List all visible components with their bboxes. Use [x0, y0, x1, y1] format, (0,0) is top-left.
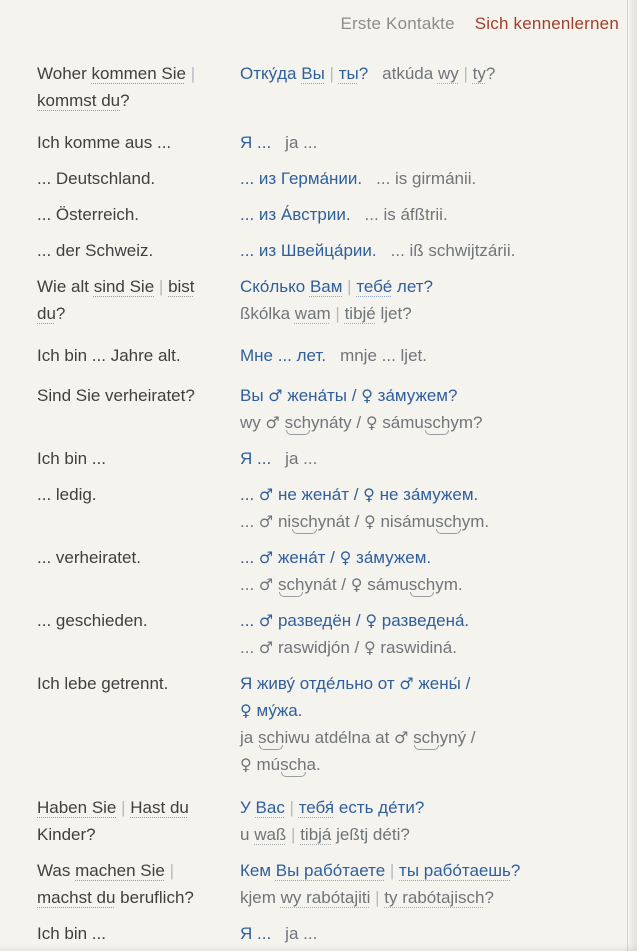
text-segment: machen Sie	[75, 861, 165, 880]
text-segment: ?	[55, 304, 66, 323]
text-segment: Вас	[255, 798, 285, 817]
female-icon: ♀	[361, 386, 373, 405]
text-line	[240, 670, 637, 697]
separator: |	[458, 64, 473, 83]
text-segment: ... is áfßtrii.	[364, 205, 448, 224]
female-icon: ♀	[363, 485, 375, 504]
phrase-row	[37, 481, 637, 535]
text-line	[240, 60, 637, 87]
text-segment: ... из Швейца́рии.	[240, 241, 377, 260]
german-phrase	[37, 201, 240, 228]
text-segment: Вы рабо́таете	[275, 861, 386, 880]
page-header	[37, 10, 637, 37]
separator: |	[158, 277, 164, 296]
text-segment: wam	[294, 304, 331, 323]
text-segment: ni	[273, 512, 292, 531]
text-line	[240, 382, 637, 409]
german-phrase	[37, 165, 240, 192]
german-phrase	[37, 920, 240, 947]
text-line	[37, 544, 240, 571]
female-icon: ♀	[365, 611, 378, 630]
text-line	[37, 884, 240, 911]
russian-phrase	[240, 920, 637, 947]
text-segment: sch	[408, 575, 436, 594]
phrase-list	[37, 60, 637, 947]
text-segment: ym?	[450, 413, 483, 432]
text-segment: за́мужем.	[351, 548, 432, 567]
text-line	[240, 634, 637, 661]
separator: |	[190, 64, 196, 83]
russian-phrase	[240, 382, 637, 436]
text-segment: ... verheiratet.	[37, 548, 141, 567]
text-line	[37, 300, 240, 327]
text-line	[240, 409, 637, 436]
text-segment: ljet?	[375, 304, 412, 323]
text-segment: machst du	[37, 888, 116, 907]
text-line	[37, 445, 240, 472]
text-segment: Кем	[240, 861, 276, 880]
text-line	[240, 273, 637, 300]
text-line	[37, 342, 240, 369]
text-segment: mnje ... ljet.	[340, 346, 427, 365]
text-segment: не за́мужем.	[374, 485, 479, 504]
german-phrase	[37, 60, 240, 114]
phrase-row	[37, 165, 637, 192]
separator: |	[284, 798, 299, 817]
male-icon: ♂	[399, 674, 414, 693]
text-segment: ...	[240, 512, 259, 531]
text-segment: не жена́т /	[273, 485, 364, 504]
german-phrase	[37, 607, 240, 661]
female-icon: ♀	[350, 575, 363, 594]
russian-phrase	[240, 544, 637, 598]
text-line	[240, 607, 637, 634]
text-segment: bist	[168, 277, 195, 296]
text-segment: Вам	[309, 277, 343, 296]
text-segment: Wie alt	[37, 277, 94, 296]
phrase-row	[37, 342, 637, 369]
text-segment: Мне ... лет.	[240, 346, 327, 365]
text-line	[240, 920, 637, 947]
phrase-row	[37, 201, 637, 228]
text-segment: Haben Sie	[37, 798, 117, 817]
russian-phrase	[240, 670, 637, 778]
text-segment: Ich bin ... Jahre alt.	[37, 346, 181, 365]
phrase-row	[37, 607, 637, 661]
text-line	[240, 857, 637, 884]
german-phrase	[37, 544, 240, 598]
russian-phrase	[240, 129, 637, 156]
female-icon: ♀	[365, 413, 378, 432]
german-phrase	[37, 445, 240, 472]
text-line	[240, 794, 637, 821]
phrase-row	[37, 445, 637, 472]
text-segment: ...	[240, 548, 259, 567]
text-segment: wy rabótajiti	[280, 888, 371, 907]
text-line	[240, 751, 637, 778]
text-segment: atkúda	[382, 64, 438, 83]
text-segment: ynát /	[304, 575, 351, 594]
russian-phrase	[240, 60, 637, 114]
text-segment: tibjé	[344, 304, 376, 323]
text-line	[37, 165, 240, 192]
text-segment: ... из Герма́нии.	[240, 169, 363, 188]
text-segment: есть де́ти?	[334, 798, 425, 817]
separator: |	[324, 64, 339, 83]
text-segment: ты рабо́таешь	[399, 861, 511, 880]
text-segment: Ich bin ...	[37, 449, 106, 468]
female-icon: ♀	[339, 548, 352, 567]
russian-phrase	[240, 201, 637, 228]
german-phrase	[37, 857, 240, 911]
text-line	[37, 857, 240, 884]
text-line	[37, 129, 240, 156]
text-line	[240, 697, 637, 724]
text-segment: mú	[251, 755, 281, 774]
text-segment: ... iß schwijtzárii.	[390, 241, 516, 260]
text-line	[37, 273, 240, 300]
male-icon: ♂	[258, 512, 274, 531]
text-segment: ym.	[461, 512, 490, 531]
text-line	[37, 60, 240, 87]
text-segment: разведена́.	[377, 611, 470, 630]
text-segment: sch	[435, 512, 462, 531]
russian-phrase	[240, 794, 637, 848]
phrase-row	[37, 544, 637, 598]
text-line	[240, 342, 637, 369]
male-icon: ♂	[268, 386, 283, 405]
phrase-row	[37, 857, 637, 911]
text-segment: a.	[306, 755, 321, 774]
text-segment: ja ...	[285, 133, 318, 152]
text-segment: Ich bin ...	[37, 924, 106, 943]
text-segment: ?	[510, 861, 521, 880]
text-segment: лет?	[392, 277, 433, 296]
text-line	[240, 445, 637, 472]
text-segment: Sind Sie verheiratet?	[37, 386, 195, 405]
male-icon: ♂	[258, 485, 274, 504]
text-segment: kommen Sie	[91, 64, 186, 83]
female-icon: ♀	[240, 701, 252, 720]
text-segment: sámu	[377, 413, 424, 432]
text-line	[240, 481, 637, 508]
male-icon: ♂	[258, 548, 274, 567]
text-segment: ja	[240, 728, 258, 747]
text-line	[240, 724, 637, 751]
text-segment: ... из А́встрии.	[240, 205, 351, 224]
text-line	[37, 821, 240, 848]
text-line	[240, 201, 637, 228]
text-line	[240, 544, 637, 571]
text-segment: ... Österreich.	[37, 205, 140, 224]
text-segment: ?	[484, 888, 494, 907]
text-segment: ... is girmánii.	[376, 169, 477, 188]
text-segment: Вы	[240, 386, 269, 405]
text-line	[240, 571, 637, 598]
text-segment: Kinder?	[37, 825, 96, 844]
text-line	[240, 821, 637, 848]
text-segment: du	[37, 304, 56, 323]
text-segment: ... ledig.	[37, 485, 97, 504]
text-segment: Я ...	[240, 924, 272, 943]
german-phrase	[37, 129, 240, 156]
text-segment: wy	[437, 64, 459, 83]
text-line	[240, 237, 637, 264]
text-segment: тебя́	[298, 798, 335, 817]
text-line	[240, 129, 637, 156]
text-segment: ... geschieden.	[37, 611, 148, 630]
russian-phrase	[240, 273, 637, 327]
phrase-row	[37, 60, 637, 114]
text-segment: ...	[240, 638, 259, 657]
text-line	[37, 382, 240, 409]
text-segment: Я ...	[240, 449, 272, 468]
text-segment: sámu	[362, 575, 409, 594]
text-line	[240, 300, 637, 327]
text-segment: beruflich?	[115, 888, 194, 907]
text-line	[37, 920, 240, 947]
separator: |	[286, 825, 301, 844]
text-segment: nisámu	[375, 512, 436, 531]
german-phrase	[37, 794, 240, 848]
text-segment: Hast du	[130, 798, 189, 817]
text-segment: sch	[277, 575, 305, 594]
text-segment: ...	[240, 485, 259, 504]
text-segment: yný /	[439, 728, 476, 747]
text-segment: sind Sie	[93, 277, 155, 296]
text-segment: sch	[413, 728, 440, 747]
text-segment: ?	[120, 91, 130, 110]
separator: |	[370, 888, 385, 907]
text-segment: ... Deutschland.	[37, 169, 156, 188]
male-icon: ♂	[258, 611, 274, 630]
russian-phrase	[240, 237, 637, 264]
text-segment: sch	[257, 728, 285, 747]
text-segment: raswidiná.	[375, 638, 457, 657]
phrase-row	[37, 670, 637, 778]
text-segment: жена́ты /	[282, 386, 362, 405]
text-segment: Ich komme aus ...	[37, 133, 172, 152]
text-segment: тебе́	[356, 277, 393, 296]
text-segment: ym.	[435, 575, 463, 594]
text-line	[240, 165, 637, 192]
text-line	[37, 607, 240, 634]
phrase-row	[37, 129, 637, 156]
text-segment: ynáty /	[311, 413, 366, 432]
text-segment: Was	[37, 861, 76, 880]
text-segment: Я ...	[240, 133, 272, 152]
text-segment: sch	[291, 512, 318, 531]
text-segment: ty	[472, 64, 486, 83]
text-segment: ?	[485, 64, 496, 83]
text-line	[240, 884, 637, 911]
phrase-row	[37, 382, 637, 436]
text-line	[37, 481, 240, 508]
german-phrase	[37, 481, 240, 535]
text-segment: sch	[423, 413, 451, 432]
text-segment: ты	[338, 64, 359, 83]
female-icon: ♀	[364, 512, 376, 531]
text-line	[37, 201, 240, 228]
german-phrase	[37, 382, 240, 436]
separator: |	[342, 277, 357, 296]
text-segment: wy	[240, 413, 266, 432]
text-segment: жены́ /	[413, 674, 471, 693]
text-segment: ... der Schweiz.	[37, 241, 154, 260]
text-segment: ...	[240, 611, 259, 630]
phrase-row	[37, 273, 637, 327]
german-phrase	[37, 670, 240, 778]
text-line	[37, 237, 240, 264]
text-segment	[280, 413, 285, 432]
text-segment: У	[240, 798, 256, 817]
russian-phrase	[240, 165, 637, 192]
text-segment: Woher	[37, 64, 92, 83]
text-segment: разведён /	[273, 611, 366, 630]
text-segment: tibjá	[300, 825, 332, 844]
text-segment: iwu atdélna at	[284, 728, 395, 747]
separator: |	[330, 304, 345, 323]
male-icon: ♂	[394, 728, 409, 747]
russian-phrase	[240, 607, 637, 661]
text-segment: kommst du	[37, 91, 121, 110]
russian-phrase	[240, 342, 637, 369]
text-segment: Я живу́ отде́льно от	[240, 674, 400, 693]
german-phrase	[37, 273, 240, 327]
male-icon: ♂	[265, 413, 280, 432]
text-segment: sch	[280, 755, 307, 774]
text-segment: waß	[254, 825, 287, 844]
text-segment: му́жа.	[251, 701, 303, 720]
text-line	[37, 794, 240, 821]
text-segment: Ich lebe getrennt.	[37, 674, 169, 693]
russian-phrase	[240, 445, 637, 472]
text-line	[37, 87, 240, 114]
male-icon: ♂	[258, 638, 274, 657]
text-segment: ja ...	[285, 449, 318, 468]
phrase-row	[37, 237, 637, 264]
text-segment: Вы	[301, 64, 325, 83]
separator: |	[385, 861, 400, 880]
russian-phrase	[240, 857, 637, 911]
text-segment: ...	[240, 575, 259, 594]
text-segment: жена́т /	[273, 548, 340, 567]
text-segment: ynát /	[317, 512, 364, 531]
text-line	[240, 508, 637, 535]
text-segment: ßkólka	[240, 304, 295, 323]
text-segment: Отку́да	[240, 64, 302, 83]
female-icon: ♀	[240, 755, 252, 774]
phrase-row	[37, 920, 637, 947]
separator: |	[169, 861, 175, 880]
text-segment: Ско́лько	[240, 277, 310, 296]
male-icon: ♂	[258, 575, 274, 594]
separator: |	[121, 798, 126, 817]
section-title: Erste Kontakte	[340, 14, 455, 33]
text-segment: kjem	[240, 888, 281, 907]
text-segment: ja ...	[285, 924, 318, 943]
german-phrase	[37, 237, 240, 264]
russian-phrase	[240, 481, 637, 535]
phrase-row	[37, 794, 637, 848]
text-segment: ?	[358, 64, 369, 83]
text-segment: u	[240, 825, 255, 844]
text-line	[37, 670, 240, 697]
german-phrase	[37, 342, 240, 369]
text-segment: sch	[284, 413, 312, 432]
text-segment: jeßtj déti?	[331, 825, 410, 844]
text-segment: ty rabótajisch	[384, 888, 485, 907]
chapter-title: Sich kennenlernen	[474, 14, 619, 33]
text-segment: за́мужем?	[372, 386, 458, 405]
text-segment: raswidjón /	[273, 638, 364, 657]
female-icon: ♀	[363, 638, 376, 657]
